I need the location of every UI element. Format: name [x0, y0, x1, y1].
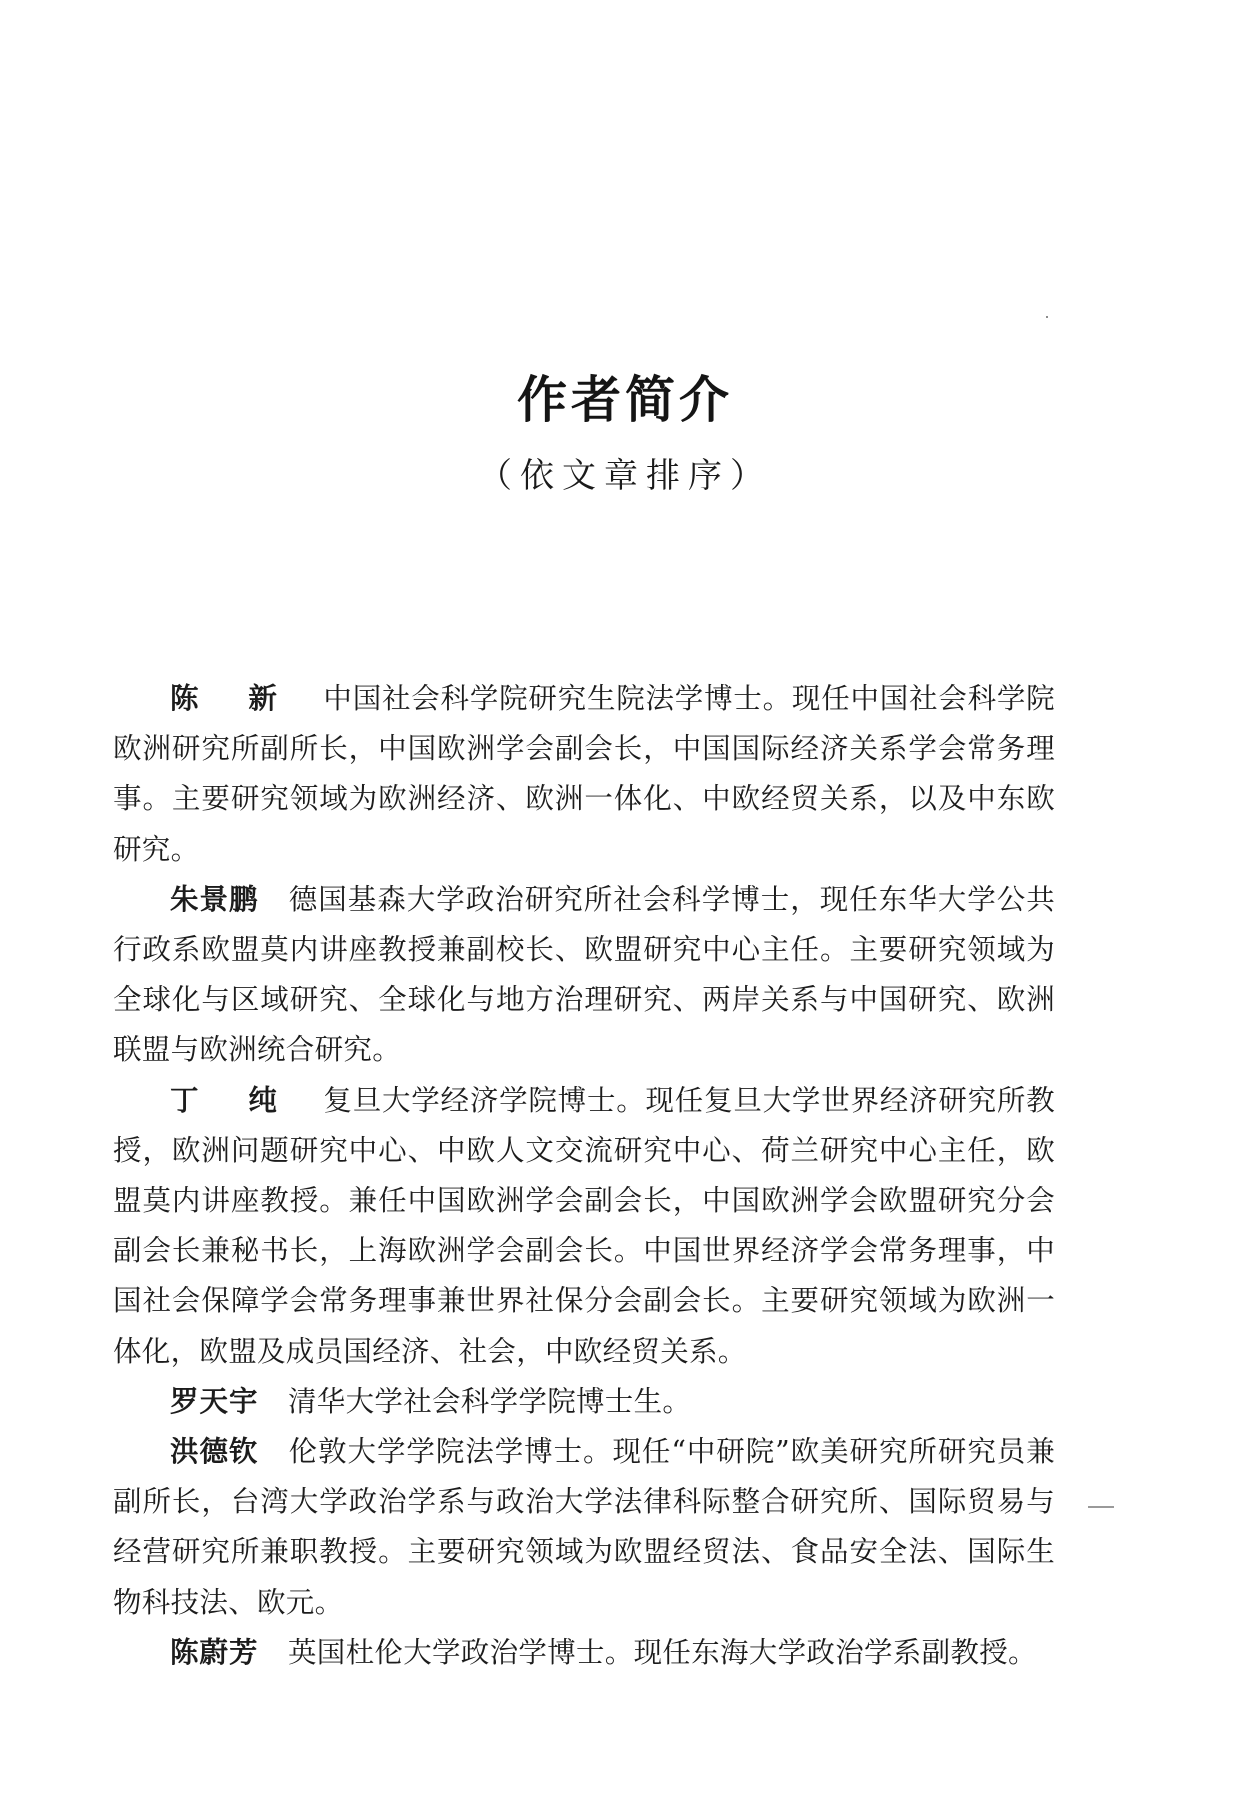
author-bio-entry [113, 674, 1055, 875]
scan-artifact [1046, 316, 1048, 318]
author-bio-entry [113, 1628, 1055, 1678]
author-name: 罗天宇 [170, 1384, 259, 1418]
author-name: 朱景鹏 [170, 882, 259, 916]
author-bio-text: 德国基森大学政治研究所社会科学博士，现任东华大学公共行政系欧盟莫内讲座教授兼副校长、欧盟研究中心主任。主要研究领域为全球化与区域研究、全球化与地方治理研究、两岸关系与中国研究、欧洲联盟与欧洲统合研究。 [113, 882, 1055, 1067]
author-name: 丁 纯 [170, 1083, 297, 1117]
page-title: 作者简介 [517, 371, 733, 429]
author-bio-text: 英国杜伦大学政治学博士。现任东海大学政治学系副教授。 [288, 1635, 1037, 1669]
author-bio-text: 中国社会科学院研究生院法学博士。现任中国社会科学院欧洲研究所副所长，中国欧洲学会副会长，中国国际经济关系学会常务理事。主要研究领域为欧洲经济、欧洲一体化、中欧经贸关系，以及中东欧研究。 [113, 682, 1055, 866]
author-bio-list [113, 674, 1055, 1678]
page-subtitle: （依文章排序） [478, 456, 772, 496]
author-bio-entry [113, 1427, 1055, 1628]
scan-artifact [1088, 1506, 1114, 1508]
author-bio-entry [113, 1377, 1055, 1427]
author-bio-entry [113, 1076, 1055, 1377]
author-bio-text: 清华大学社会科学学院博士生。 [288, 1384, 692, 1418]
author-name: 陈蔚芳 [170, 1635, 259, 1669]
author-name: 洪德钦 [170, 1435, 259, 1469]
author-bio-entry [113, 875, 1055, 1076]
author-bio-text: 伦敦大学学院法学博士。现任“中研院”欧美研究所研究员兼副所长，台湾大学政治学系与政治大学法律科际整合研究所、国际贸易与经营研究所兼职教授。主要研究领域为欧盟经贸法、食品安全法、国际生物科技法、欧元。 [113, 1435, 1055, 1619]
author-name: 陈 新 [170, 682, 297, 715]
author-bio-text: 复旦大学经济学院博士。现任复旦大学世界经济研究所教授，欧洲问题研究中心、中欧人文交流研究中心、荷兰研究中心主任，欧盟莫内讲座教授。兼任中国欧洲学会副会长，中国欧洲学会欧盟研究分会副会长兼秘书长，上海欧洲学会副会长。中国世界经济学会常务理事，中国社会保障学会常务理事兼世界社保分会副会长。主要研究领域为欧洲一体化，欧盟及成员国经济、社会，中欧经贸关系。 [113, 1083, 1055, 1368]
